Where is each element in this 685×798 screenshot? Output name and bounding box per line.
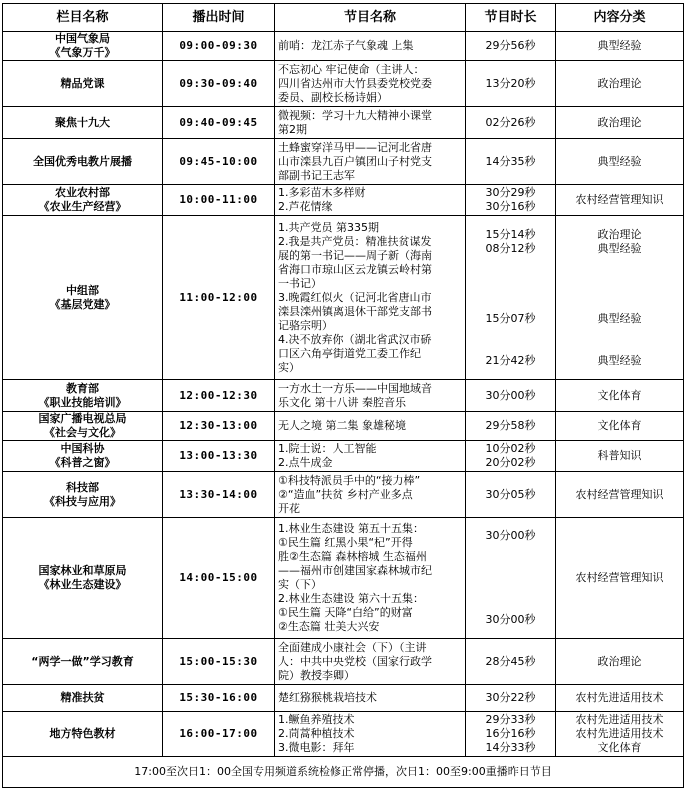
duration-text: 29分33秒: [485, 713, 536, 726]
program-name-text: 省海口市琼山区云龙镇云岭村第: [278, 262, 432, 276]
column-name-text: 农业农村部: [55, 186, 110, 199]
category-cell: [556, 685, 684, 712]
program-name-cell: [275, 107, 466, 139]
duration-cell: [466, 685, 556, 712]
duration-cell: [466, 412, 556, 441]
program-name-text: 微视频：学习十九大精神小课堂: [278, 108, 432, 122]
table-row: [3, 412, 684, 441]
program-name-text: 2.芦花情缘: [278, 200, 333, 213]
schedule-body: [3, 32, 684, 757]
program-name-text: 3.晚霞红似火（记河北省唐山市: [278, 290, 432, 304]
program-name-text: 记骆宗明）: [278, 318, 333, 332]
program-name-text: 1.共产党员 第335期: [278, 220, 379, 234]
column-name-cell: [3, 139, 163, 185]
category-text: 典型经验: [597, 241, 642, 255]
air-time-cell: 11:00-12:00: [163, 216, 275, 380]
program-name-text: 1.多彩苗木多样财: [278, 186, 366, 199]
column-name-text: 《林业生态建设》: [38, 578, 127, 591]
category-text: 文化体育: [597, 388, 642, 402]
category-text: 文化体育: [597, 741, 642, 754]
program-name-text: 无人之境 第二集 象雄秘境: [278, 419, 406, 432]
program-name-text: ①科技特派员手中的“接力棒”: [278, 473, 421, 487]
category-text: 政治理论: [597, 654, 642, 668]
program-name-cell: [275, 685, 466, 712]
category-cell: [556, 185, 684, 216]
category-text: 农村经营管理知识: [575, 571, 664, 584]
program-name-text: ②生态篇 壮美大兴安: [278, 620, 380, 633]
header-category: 内容分类: [556, 4, 684, 32]
category-cell: [556, 441, 684, 472]
category-cell: [556, 518, 684, 639]
table-row: [3, 107, 684, 139]
air-time-cell: 09:45-10:00: [163, 139, 275, 185]
program-name-cell: [275, 518, 466, 639]
program-name-cell: [275, 32, 466, 61]
program-name-text: 山市滦县九百户镇团山子村党支: [278, 154, 432, 168]
program-name-text: 全面建成小康社会（下）（主讲: [278, 640, 427, 654]
column-name-text: 教育部: [66, 381, 99, 395]
program-name-text: 院）教授李卿）: [278, 668, 355, 682]
duration-cell: [466, 441, 556, 472]
table-row: [3, 61, 684, 107]
category-cell: [556, 639, 684, 685]
category-cell: [556, 216, 684, 380]
category-cell: [556, 32, 684, 61]
air-time-cell: 12:00-12:30: [163, 380, 275, 412]
column-name-text: “两学一做”学习教育: [31, 654, 134, 668]
program-name-cell: [275, 380, 466, 412]
program-name-text: 乐文化 第十八讲 秦腔音乐: [278, 395, 406, 409]
column-name-cell: [3, 472, 163, 518]
program-name-text: 2.茼蒿种植技术: [278, 727, 355, 740]
program-name-text: 一书记）: [278, 276, 322, 290]
category-text: 农村先进适用技术: [575, 713, 664, 726]
duration-cell: [466, 518, 556, 639]
program-name-text: 前哨：龙江赤子气象魂 上集: [278, 39, 414, 52]
header-duration: 节目时长: [466, 4, 556, 32]
program-name-text: 2.我是共产党员：精准扶贫谋发: [278, 234, 432, 248]
program-name-text: ②“造血”扶贫 乡村产业多点: [278, 487, 413, 501]
category-text: 典型经验: [597, 154, 642, 168]
program-name-cell: [275, 472, 466, 518]
program-name-cell: [275, 185, 466, 216]
duration-text: 02分26秒: [485, 115, 536, 129]
table-row: [3, 216, 684, 380]
column-name-cell: [3, 61, 163, 107]
column-name-cell: [3, 685, 163, 712]
program-name-text: 胜②生态篇 森林榕城 生态福州: [278, 550, 427, 563]
header-program-name: 节目名称: [275, 4, 466, 32]
duration-cell: [466, 712, 556, 757]
column-name-text: 《基层党建》: [49, 297, 116, 311]
duration-text: 16分16秒: [485, 727, 536, 740]
air-time-cell: 10:00-11:00: [163, 185, 275, 216]
air-time-cell: 16:00-17:00: [163, 712, 275, 757]
duration-text: 21分42秒: [485, 353, 536, 367]
duration-cell: [466, 61, 556, 107]
column-name-text: 《科技与应用》: [44, 494, 121, 508]
header-column-name: 栏目名称: [3, 4, 163, 32]
air-time-cell: 13:00-13:30: [163, 441, 275, 472]
category-cell: [556, 712, 684, 757]
category-text: 农村先进适用技术: [575, 727, 664, 740]
column-name-cell: [3, 412, 163, 441]
category-text: 政治理论: [597, 227, 642, 241]
column-name-text: 国家林业和草原局: [38, 564, 127, 577]
table-row: [3, 639, 684, 685]
program-name-text: 四川省达州市大竹县委党校党委: [278, 76, 432, 90]
program-name-text: 一方水土一方乐——中国地域音: [278, 381, 432, 395]
schedule-table: [2, 3, 684, 788]
program-name-text: 滦县滦州镇离退休干部党支部书: [278, 304, 432, 318]
duration-text: 30分29秒: [485, 186, 536, 199]
table-row: [3, 472, 684, 518]
program-name-text: 1.林业生态建设 第五十五集：: [278, 522, 424, 535]
duration-text: 30分05秒: [485, 487, 536, 501]
program-name-text: 2.点牛成金: [278, 456, 333, 469]
category-text: 政治理论: [597, 76, 642, 90]
program-name-text: 2.林业生态建设 第六十五集：: [278, 592, 424, 605]
duration-text: 28分45秒: [485, 654, 536, 668]
program-name-text: 第2期: [278, 122, 307, 136]
duration-text: 20分02秒: [485, 456, 536, 469]
column-name-text: 《气象万千》: [49, 46, 116, 59]
column-name-text: 中国气象局: [55, 32, 110, 45]
air-time-cell: 15:00-15:30: [163, 639, 275, 685]
category-cell: [556, 380, 684, 412]
column-name-cell: [3, 216, 163, 380]
category-text: 文化体育: [597, 419, 642, 432]
column-name-cell: [3, 518, 163, 639]
duration-cell: [466, 139, 556, 185]
program-name-text: 1.鳜鱼养殖技术: [278, 713, 355, 726]
footer-row: [3, 757, 684, 788]
duration-cell: [466, 472, 556, 518]
column-name-text: 聚焦十九大: [55, 115, 110, 129]
column-name-text: 中组部: [66, 283, 99, 297]
program-name-text: 部副书记王志军: [278, 168, 355, 182]
table-row: [3, 441, 684, 472]
category-text: 政治理论: [597, 115, 642, 129]
program-name-cell: [275, 441, 466, 472]
duration-cell: [466, 107, 556, 139]
table-row: [3, 139, 684, 185]
column-name-text: 地方特色教材: [49, 727, 116, 740]
duration-text: 14分33秒: [485, 741, 536, 754]
program-name-text: 土蜂蜜穿洋马甲——记河北省唐: [278, 140, 432, 154]
column-name-cell: [3, 639, 163, 685]
air-time-cell: 09:00-09:30: [163, 32, 275, 61]
duration-text: 10分02秒: [485, 442, 536, 455]
duration-text: 08分12秒: [485, 241, 536, 255]
column-name-text: 《农业生产经营》: [38, 200, 127, 213]
category-cell: [556, 61, 684, 107]
category-cell: [556, 107, 684, 139]
program-name-text: 不忘初心 牢记使命（主讲人：: [278, 62, 425, 76]
program-name-text: 人：中共中央党校（国家行政学: [278, 654, 432, 668]
duration-text: 13分20秒: [485, 76, 536, 90]
column-name-cell: [3, 32, 163, 61]
program-name-text: ①民生篇 红黑小果“杞”开得: [278, 536, 413, 549]
category-cell: [556, 412, 684, 441]
air-time-cell: 12:30-13:00: [163, 412, 275, 441]
column-name-text: 全国优秀电教片展播: [33, 154, 132, 168]
program-name-cell: [275, 639, 466, 685]
header-air-time: 播出时间: [163, 4, 275, 32]
duration-text: 29分58秒: [485, 419, 536, 432]
duration-text: 14分35秒: [485, 154, 536, 168]
table-row: [3, 380, 684, 412]
column-name-text: 《职业技能培训》: [38, 395, 127, 409]
program-name-text: 楚红猕猴桃栽培技术: [278, 691, 377, 704]
program-name-cell: [275, 139, 466, 185]
footer-note: 17:00至次日1：00全国专用频道系统检修正常停播，次日1：00至9:00重播昨日节目: [3, 757, 684, 788]
column-name-text: 科技部: [66, 480, 99, 494]
program-name-text: 4.决不放弃你（湖北省武汉市硚: [278, 332, 432, 346]
category-text: 农村经营管理知识: [575, 193, 664, 206]
program-name-text: 实（下）: [278, 578, 322, 591]
duration-text: 29分56秒: [485, 39, 536, 52]
duration-text: 30分00秒: [485, 529, 536, 542]
air-time-cell: 15:30-16:00: [163, 685, 275, 712]
duration-text: 30分22秒: [485, 691, 536, 704]
air-time-cell: 09:30-09:40: [163, 61, 275, 107]
program-name-text: ——福州市创建国家森林城市纪: [278, 564, 432, 577]
category-text: 典型经验: [597, 353, 642, 367]
column-name-text: 精品党课: [60, 76, 105, 90]
program-name-text: ①民生篇 天降“白给”的财富: [278, 606, 413, 619]
duration-text: 30分00秒: [485, 613, 536, 626]
duration-text: 15分14秒: [485, 227, 536, 241]
duration-text: 15分07秒: [485, 311, 536, 325]
table-row: [3, 685, 684, 712]
program-name-text: 口区六角亭街道党工委工作纪: [278, 346, 421, 360]
column-name-text: 国家广播电视总局: [38, 412, 127, 425]
category-text: 农村经营管理知识: [575, 487, 664, 501]
column-name-cell: [3, 107, 163, 139]
column-name-text: 《科普之窗》: [49, 456, 116, 469]
air-time-cell: 14:00-15:00: [163, 518, 275, 639]
duration-cell: [466, 216, 556, 380]
table-row: [3, 185, 684, 216]
column-name-text: 中国科协: [60, 442, 105, 455]
program-name-text: 3.微电影：拜年: [278, 741, 355, 754]
program-name-text: 展的第一书记——周子新（海南: [278, 248, 432, 262]
program-name-cell: [275, 61, 466, 107]
category-cell: [556, 139, 684, 185]
air-time-cell: 09:40-09:45: [163, 107, 275, 139]
column-name-cell: [3, 380, 163, 412]
duration-cell: [466, 32, 556, 61]
category-text: 科普知识: [597, 449, 642, 462]
column-name-cell: [3, 441, 163, 472]
program-name-cell: [275, 216, 466, 380]
table-row: [3, 32, 684, 61]
program-name-text: 委员、副校长杨诗娟）: [278, 90, 388, 104]
category-text: 农村先进适用技术: [575, 691, 664, 704]
table-row: [3, 518, 684, 639]
table-row: [3, 712, 684, 757]
program-name-cell: [275, 412, 466, 441]
program-name-cell: [275, 712, 466, 757]
category-cell: [556, 472, 684, 518]
air-time-cell: 13:30-14:00: [163, 472, 275, 518]
program-name-text: 1.院士说：人工智能: [278, 442, 377, 455]
category-text: 典型经验: [597, 311, 642, 325]
column-name-cell: [3, 185, 163, 216]
duration-text: 30分16秒: [485, 200, 536, 213]
header-row: [3, 4, 684, 32]
column-name-text: 《社会与文化》: [44, 426, 121, 439]
duration-text: 30分00秒: [485, 388, 536, 402]
category-text: 典型经验: [597, 39, 642, 52]
duration-cell: [466, 380, 556, 412]
column-name-text: 精准扶贫: [60, 691, 105, 704]
duration-cell: [466, 639, 556, 685]
column-name-cell: [3, 712, 163, 757]
program-name-text: 开花: [278, 501, 300, 515]
program-name-text: 实）: [278, 360, 300, 374]
duration-cell: [466, 185, 556, 216]
